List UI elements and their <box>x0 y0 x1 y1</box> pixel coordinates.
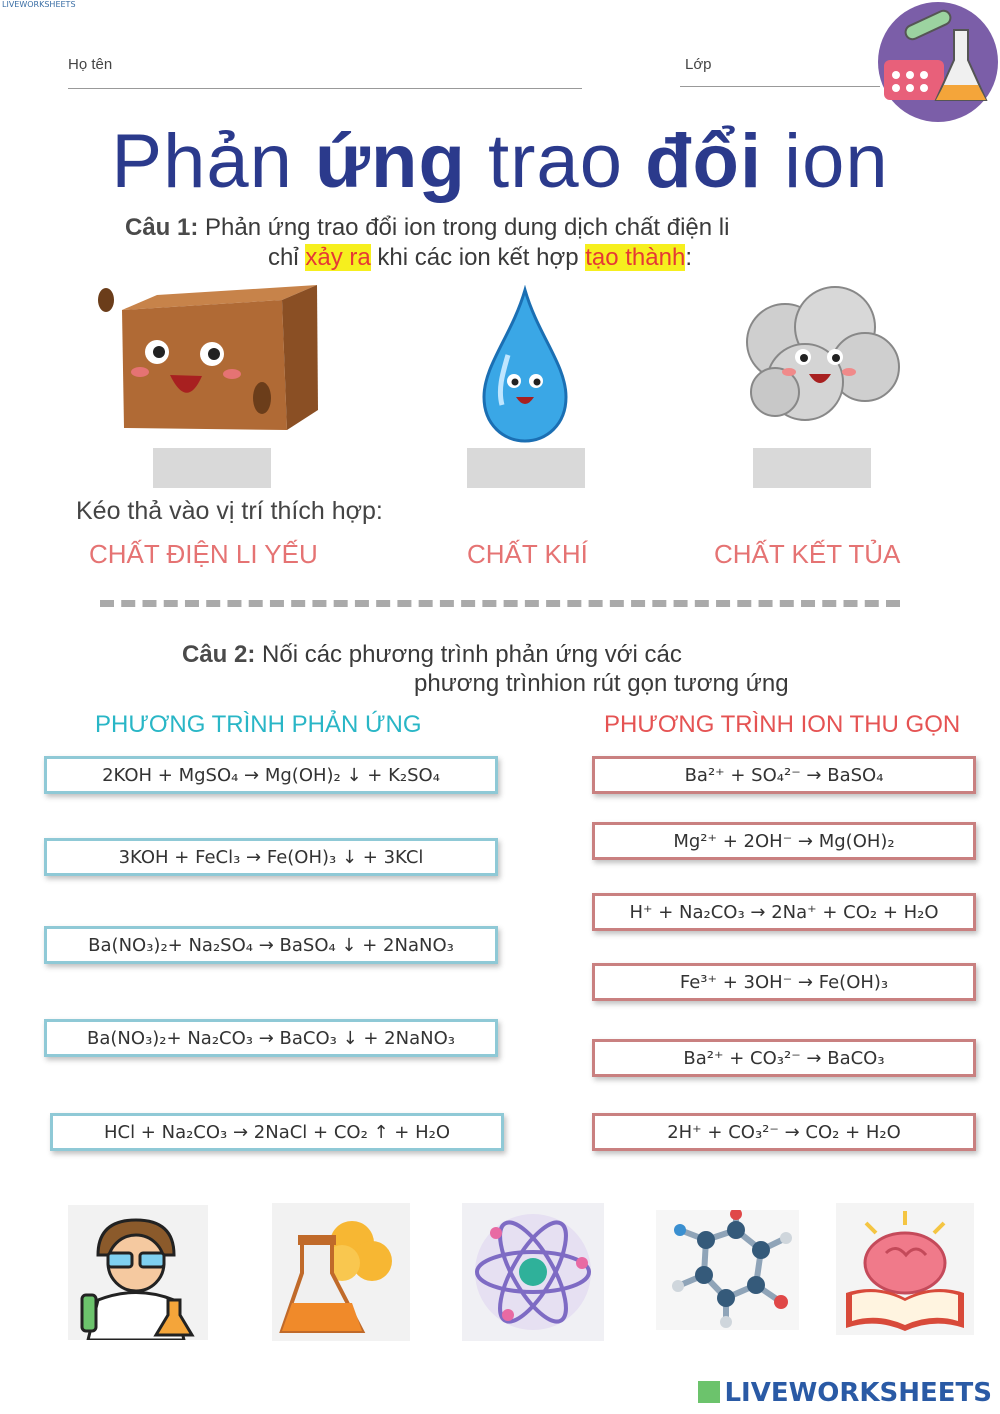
name-label: Họ tên <box>68 56 113 73</box>
name-field[interactable] <box>68 88 582 89</box>
flask-icon <box>272 1203 410 1341</box>
scientist-icon <box>68 1205 208 1340</box>
option-precipitate[interactable]: CHẤT KẾT TỦA <box>714 539 901 569</box>
drop-target-drop[interactable] <box>467 448 585 488</box>
question-2: Câu 2: Nối các phương trình phản ứng với các phương trìnhion rút gọn tương ứng <box>182 641 789 697</box>
right-column-title: PHƯƠNG TRÌNH ION THU GỌN <box>604 711 961 738</box>
left-equation-5[interactable]: HCl + Na₂CO₃ → 2NaCl + CO₂ ↑ + H₂O <box>50 1113 504 1151</box>
water-drop-icon <box>478 285 572 445</box>
left-column-title: PHƯƠNG TRÌNH PHẢN ỨNG <box>95 711 422 738</box>
brain-book-icon <box>836 1203 974 1335</box>
watermark-top: LIVEWORKSHEETS <box>2 0 76 9</box>
right-equation-5[interactable]: Ba²⁺ + CO₃²⁻ → BaCO₃ <box>592 1039 976 1077</box>
box-character-icon <box>92 280 324 440</box>
right-equation-6[interactable]: 2H⁺ + CO₃²⁻ → CO₂ + H₂O <box>592 1113 976 1151</box>
liveworksheets-logo: LIVEWORKSHEETS <box>698 1378 992 1408</box>
highlight-xay-ra: xảy ra <box>305 244 371 271</box>
question-1: Câu 1: Phản ứng trao đổi ion trong dung dịch chất điện li chỉ xảy ra khi các ion kết hợp tạo thành: <box>125 214 730 271</box>
class-field[interactable] <box>680 86 880 87</box>
lab-equipment-icon <box>876 0 1000 124</box>
right-equation-4[interactable]: Fe³⁺ + 3OH⁻ → Fe(OH)₃ <box>592 963 976 1001</box>
right-equation-2[interactable]: Mg²⁺ + 2OH⁻ → Mg(OH)₂ <box>592 822 976 860</box>
page-title: Phản ứng trao đổi ion <box>111 119 889 204</box>
class-label: Lớp <box>685 56 712 73</box>
logo-badge-icon <box>698 1381 720 1403</box>
right-equation-1[interactable]: Ba²⁺ + SO₄²⁻ → BaSO₄ <box>592 756 976 794</box>
drag-instruction: Kéo thả vào vị trí thích hợp: <box>76 497 383 525</box>
drop-target-cloud[interactable] <box>753 448 871 488</box>
atom-icon <box>462 1203 604 1341</box>
gas-cloud-icon <box>735 282 907 432</box>
option-weak-electrolyte[interactable]: CHẤT ĐIỆN LI YẾU <box>89 539 318 569</box>
highlight-tao-thanh: tạo thành <box>585 244 686 271</box>
left-equation-4[interactable]: Ba(NO₃)₂+ Na₂CO₃ → BaCO₃ ↓ + 2NaNO₃ <box>44 1019 498 1057</box>
section-divider <box>100 600 900 607</box>
drop-target-box[interactable] <box>153 448 271 488</box>
right-equation-3[interactable]: H⁺ + Na₂CO₃ → 2Na⁺ + CO₂ + H₂O <box>592 893 976 931</box>
left-equation-3[interactable]: Ba(NO₃)₂+ Na₂SO₄ → BaSO₄ ↓ + 2NaNO₃ <box>44 926 498 964</box>
option-gas[interactable]: CHẤT KHÍ <box>467 539 588 569</box>
question-1-number: Câu 1: <box>125 214 199 241</box>
left-equation-2[interactable]: 3KOH + FeCl₃ → Fe(OH)₃ ↓ + 3KCl <box>44 838 498 876</box>
left-equation-1[interactable]: 2KOH + MgSO₄ → Mg(OH)₂ ↓ + K₂SO₄ <box>44 756 498 794</box>
question-2-number: Câu 2: <box>182 641 256 668</box>
molecule-icon <box>656 1210 799 1330</box>
